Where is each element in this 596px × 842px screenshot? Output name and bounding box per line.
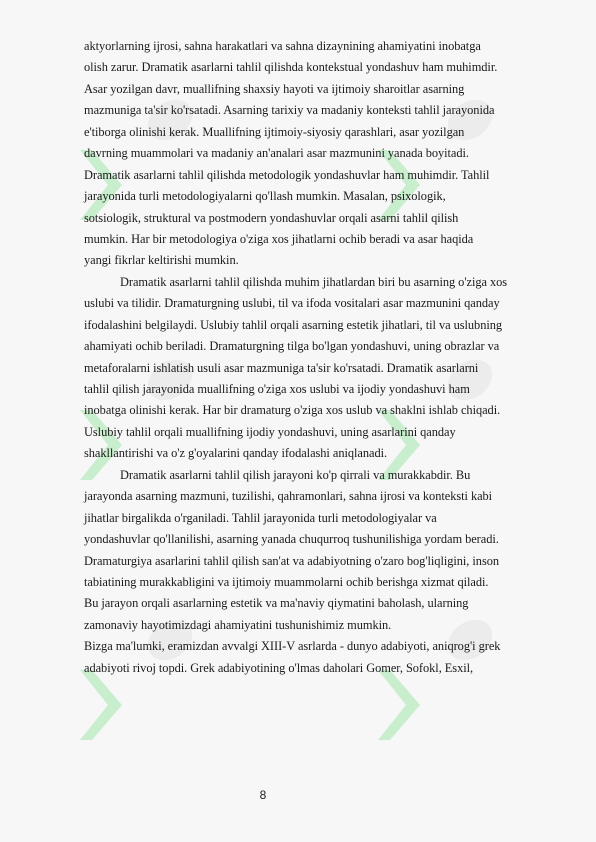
text-line: zamonaviy hayotimizdagi ahamiyatini tushunishimiz mumkin. (84, 617, 392, 632)
text-line: tahlil qilish jarayonida muallifning o'ziga xos uslubi va ijodiy yondashuvi ham (84, 382, 470, 396)
text-line: Bizga ma'lumki, eramizdan avvalgi XIII-V asrlarda - dunyo adabiyoti, aniqrog'i grek (84, 639, 501, 654)
body-text (84, 36, 566, 679)
text-line: Asar yozilgan davr, muallifning shaxsiy hayoti va ijtimoiy sharoitlar asarning (84, 81, 465, 96)
text-line: metaforalarni ishlatish usuli asar mazmuniga ta'sir ko'rsatadi. Dramatik asarlarni (84, 360, 479, 375)
text-line: sotsiologik, struktural va postmodern yondashuvlar orqali asarni tahlil qilish (84, 210, 459, 225)
text-line: tabiatining murakkabligini va ijtimoiy muammolarni ochib berishga xizmat qiladi. (84, 574, 489, 589)
text-line: davrning muammolari va madaniy an'analari asar mazmunini yanada boyitadi. (84, 146, 469, 161)
page-number: 8 (259, 788, 267, 802)
text-line: Dramatik asarlarni tahlil qilish jarayoni ko'p qirrali va murakkabdir. Bu (120, 467, 471, 482)
text-line: adabiyoti rivoj topdi. Grek adabiyotining o'lmas daholari Gomer, Sofokl, Esxil, (84, 660, 474, 675)
text-line: olish zarur. Dramatik asarlarni tahlil qilishda kontekstual yondashuv ham muhimdir. (84, 60, 498, 75)
text-line: inobatga olinishi kerak. Har bir dramaturg o'ziga xos uslub va shaklni ishlab chiqadi. (84, 403, 501, 418)
text-line: mazmuniga ta'sir ko'rsatadi. Asarning tarixiy va madaniy konteksti tahlil jarayonida (84, 103, 495, 118)
text-line: shakllantirishi va o'z g'oyalarini qanday ifodalashi aniqlanadi. (84, 446, 388, 461)
text-line: uslubi va tilidir. Dramaturgning uslubi, til va ifoda vositalari asar mazmunini qanday (84, 296, 500, 311)
text-line: Dramaturgiya asarlarini tahlil qilish san'at va adabiyotning o'zaro bog'liqligini, inson (84, 553, 500, 568)
text-line: Dramatik asarlarni tahlil qilishda metodologik yondashuvlar ham muhimdir. Tahlil (84, 167, 490, 182)
text-line: Uslubiy tahlil orqali muallifning ijodiy yondashuvi, uning asarlarini qanday (84, 424, 456, 439)
text-line: Dramatik asarlarni tahlil qilishda muhim jihatlardan biri bu asarning o'ziga xos (120, 274, 508, 289)
text-line: jarayonda asarning mazmuni, tuzilishi, qahramonlari, sahna ijrosi va konteksti kabi (84, 489, 493, 504)
text-line: Bu jarayon orqali asarlarning estetik va ma'naviy qiymatini baholash, ularning (84, 596, 469, 611)
text-line: aktyorlarning ijrosi, sahna harakatlari va sahna dizaynining ahamiyatini inobatga (84, 39, 481, 53)
text-line: jarayonida turli metodologiyalarni qo'llash mumkin. Masalan, psixologik, (84, 189, 446, 204)
text-line: yondashuvlar qo'llanilishi, asarning yanada chuqurroq tushunilishiga yordam beradi. (84, 532, 499, 547)
text-line: mumkin. Har bir metodologiya o'ziga xos jihatlarni ochib beradi va asar haqida (84, 231, 474, 246)
text-line: ifodalashini belgilaydi. Uslubiy tahlil orqali asarning estetik jihatlari, til va uslubning (84, 317, 503, 332)
text-line: yangi fikrlar keltirishi mumkin. (84, 253, 239, 268)
text-line: e'tiborga olinishi kerak. Muallifning ijtimoiy-siyosiy qarashlari, asar yozilgan (84, 124, 465, 139)
text-line: jihatlar birgalikda o'rganiladi. Tahlil jarayonida turli metodologiyalar va (84, 510, 437, 525)
text-line: ahamiyati ochib beriladi. Dramaturgning tilga bo'lgan yondashuvi, uning obrazlar va (84, 339, 500, 354)
